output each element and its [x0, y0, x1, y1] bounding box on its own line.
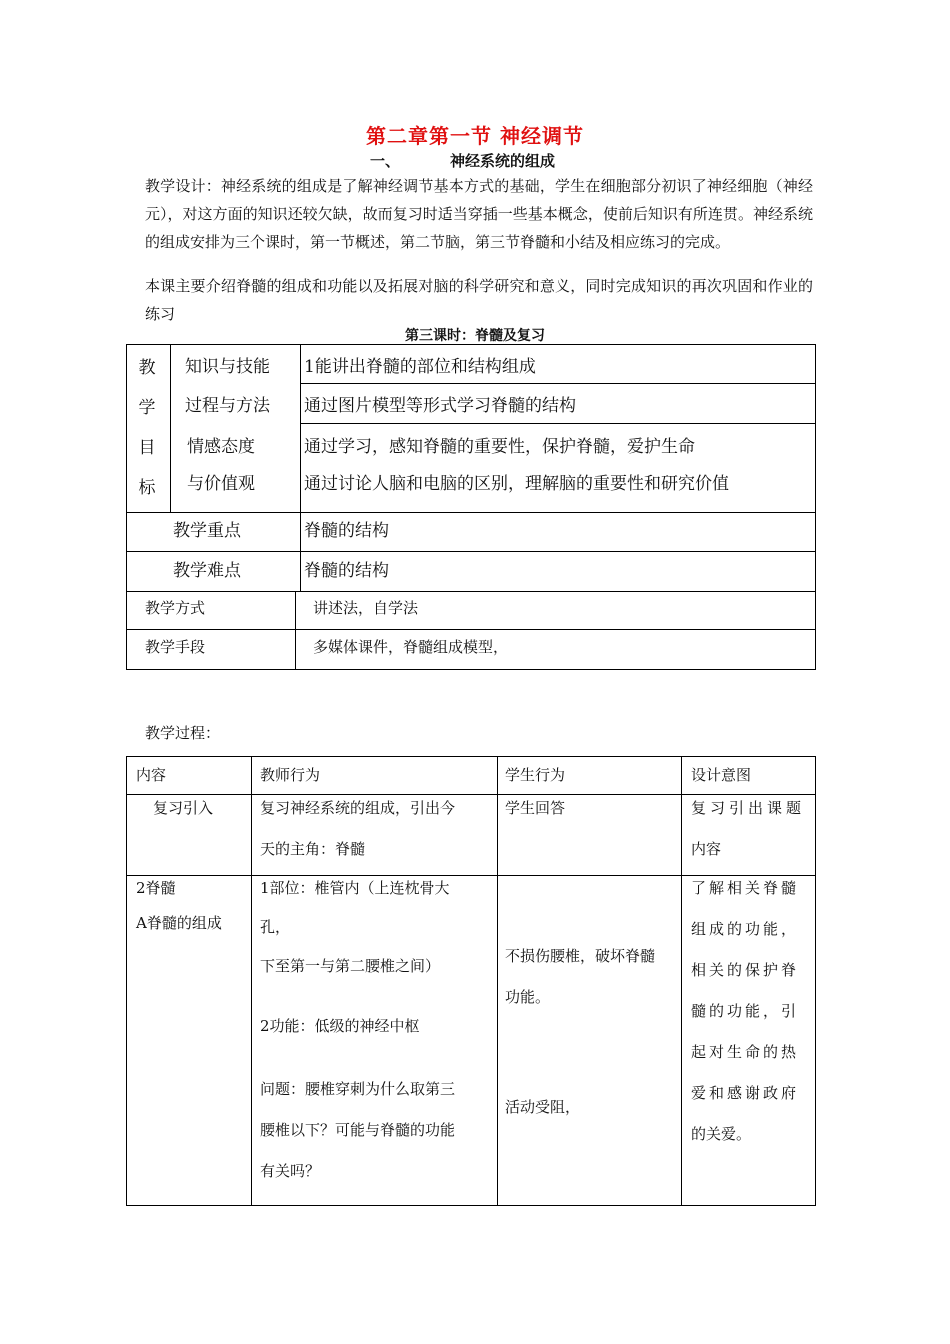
row2-teacher-line: 问题：腰椎穿刺为什么取第三 [260, 1080, 456, 1098]
row2-teacher-line: 孔， [260, 918, 291, 936]
row1-content: 复习引入 [153, 799, 214, 817]
row2-teacher-line: 有关吗？ [260, 1162, 321, 1180]
design-paragraph: 教学设计：神经系统的组成是了解神经调节基本方式的基础，学生在细胞部分初识了神经细胞（神经元），对这方面的知识还较欠缺，故而复习时适当穿插一些基本概念，使前后知识有所连贯。神经系统的组成安排为三个课时，第一节概述，第二节脑，第三节脊髓和小结及相应练习的完成。 [145, 177, 813, 251]
row2-student-line: 功能。 [505, 988, 551, 1006]
row2-intent-line: 髓的功能，引 [691, 1002, 800, 1020]
knowledge-label: 知识与技能 [185, 357, 270, 377]
row2-student-line: 活动受阻， [505, 1098, 581, 1116]
section-number: 一、 [370, 152, 401, 170]
knowledge-value: 1能讲出脊髓的部位和结构组成 [304, 357, 536, 377]
row2-intent-line: 了解相关脊髓 [691, 879, 800, 897]
row2-intent-line: 起对生命的热 [691, 1043, 800, 1061]
attitude-label-line2: 与价值观 [187, 474, 255, 494]
row2-intent-line: 组成的功能， [691, 920, 800, 938]
process-label: 教学过程： [145, 724, 221, 742]
summary-paragraph: 本课主要介绍脊髓的组成和功能以及拓展对脑的科学研究和意义，同时完成知识的再次巩固和作业的练习 [145, 277, 813, 323]
difficulty-value: 脊髓的结构 [304, 561, 389, 581]
attitude-value-line2: 通过讨论人脑和电脑的区别，理解脑的重要性和研究价值 [304, 474, 729, 494]
attitude-label-line1: 情感态度 [187, 437, 255, 457]
row2-intent-line: 的关爱。 [691, 1125, 752, 1143]
header-teacher: 教师行为 [260, 766, 321, 784]
method-value: 讲述法，自学法 [313, 599, 419, 617]
row2-intent-line: 爱和感谢政府 [691, 1084, 800, 1102]
row2-teacher-line: 2功能：低级的神经中枢 [260, 1017, 420, 1035]
process-method-value: 通过图片模型等形式学习脊髓的结构 [304, 396, 576, 416]
means-label: 教学手段 [145, 638, 206, 656]
row2-teacher-line: 下至第一与第二腰椎之间） [260, 957, 441, 975]
process-method-label: 过程与方法 [185, 396, 270, 416]
key-point-label: 教学重点 [173, 521, 241, 541]
attitude-value-line1: 通过学习，感知脊髓的重要性，保护脊髓，爱护生命 [304, 437, 695, 457]
row2-student-line: 不损伤腰椎，破坏脊髓 [505, 947, 656, 965]
lesson-title: 第三课时：脊髓及复习 [405, 328, 545, 344]
objectives-side-label: 标 [138, 478, 156, 498]
method-label: 教学方式 [145, 599, 206, 617]
header-student: 学生行为 [505, 766, 566, 784]
row1-student: 学生回答 [505, 799, 566, 817]
row1-teacher-line: 复习神经系统的组成，引出今 [260, 799, 456, 817]
header-content: 内容 [136, 766, 167, 784]
row2-content-line: A脊髓的组成 [136, 914, 222, 932]
objectives-table [126, 344, 816, 670]
section-title: 神经系统的组成 [450, 152, 556, 170]
process-table [126, 756, 816, 1206]
means-value: 多媒体课件，脊髓组成模型， [313, 638, 509, 656]
objectives-side-label: 教 [138, 358, 156, 378]
row2-teacher-line: 1部位：椎管内（上连枕骨大 [260, 879, 450, 897]
row1-intent-line: 内容 [691, 840, 722, 858]
difficulty-label: 教学难点 [173, 561, 241, 581]
objectives-side-label: 目 [138, 438, 156, 458]
header-intent: 设计意图 [691, 766, 752, 784]
row1-intent-line: 复习引出课题 [691, 799, 806, 817]
key-point-value: 脊髓的结构 [304, 521, 389, 541]
row2-content-line: 2脊髓 [136, 879, 176, 897]
row1-teacher-line: 天的主角：脊髓 [260, 840, 366, 858]
row2-teacher-line: 腰椎以下？可能与脊髓的功能 [260, 1121, 456, 1139]
page-title: 第二章第一节 神经调节 [366, 124, 584, 148]
row2-intent-line: 相关的保护脊 [691, 961, 800, 979]
objectives-side-label: 学 [138, 398, 156, 418]
